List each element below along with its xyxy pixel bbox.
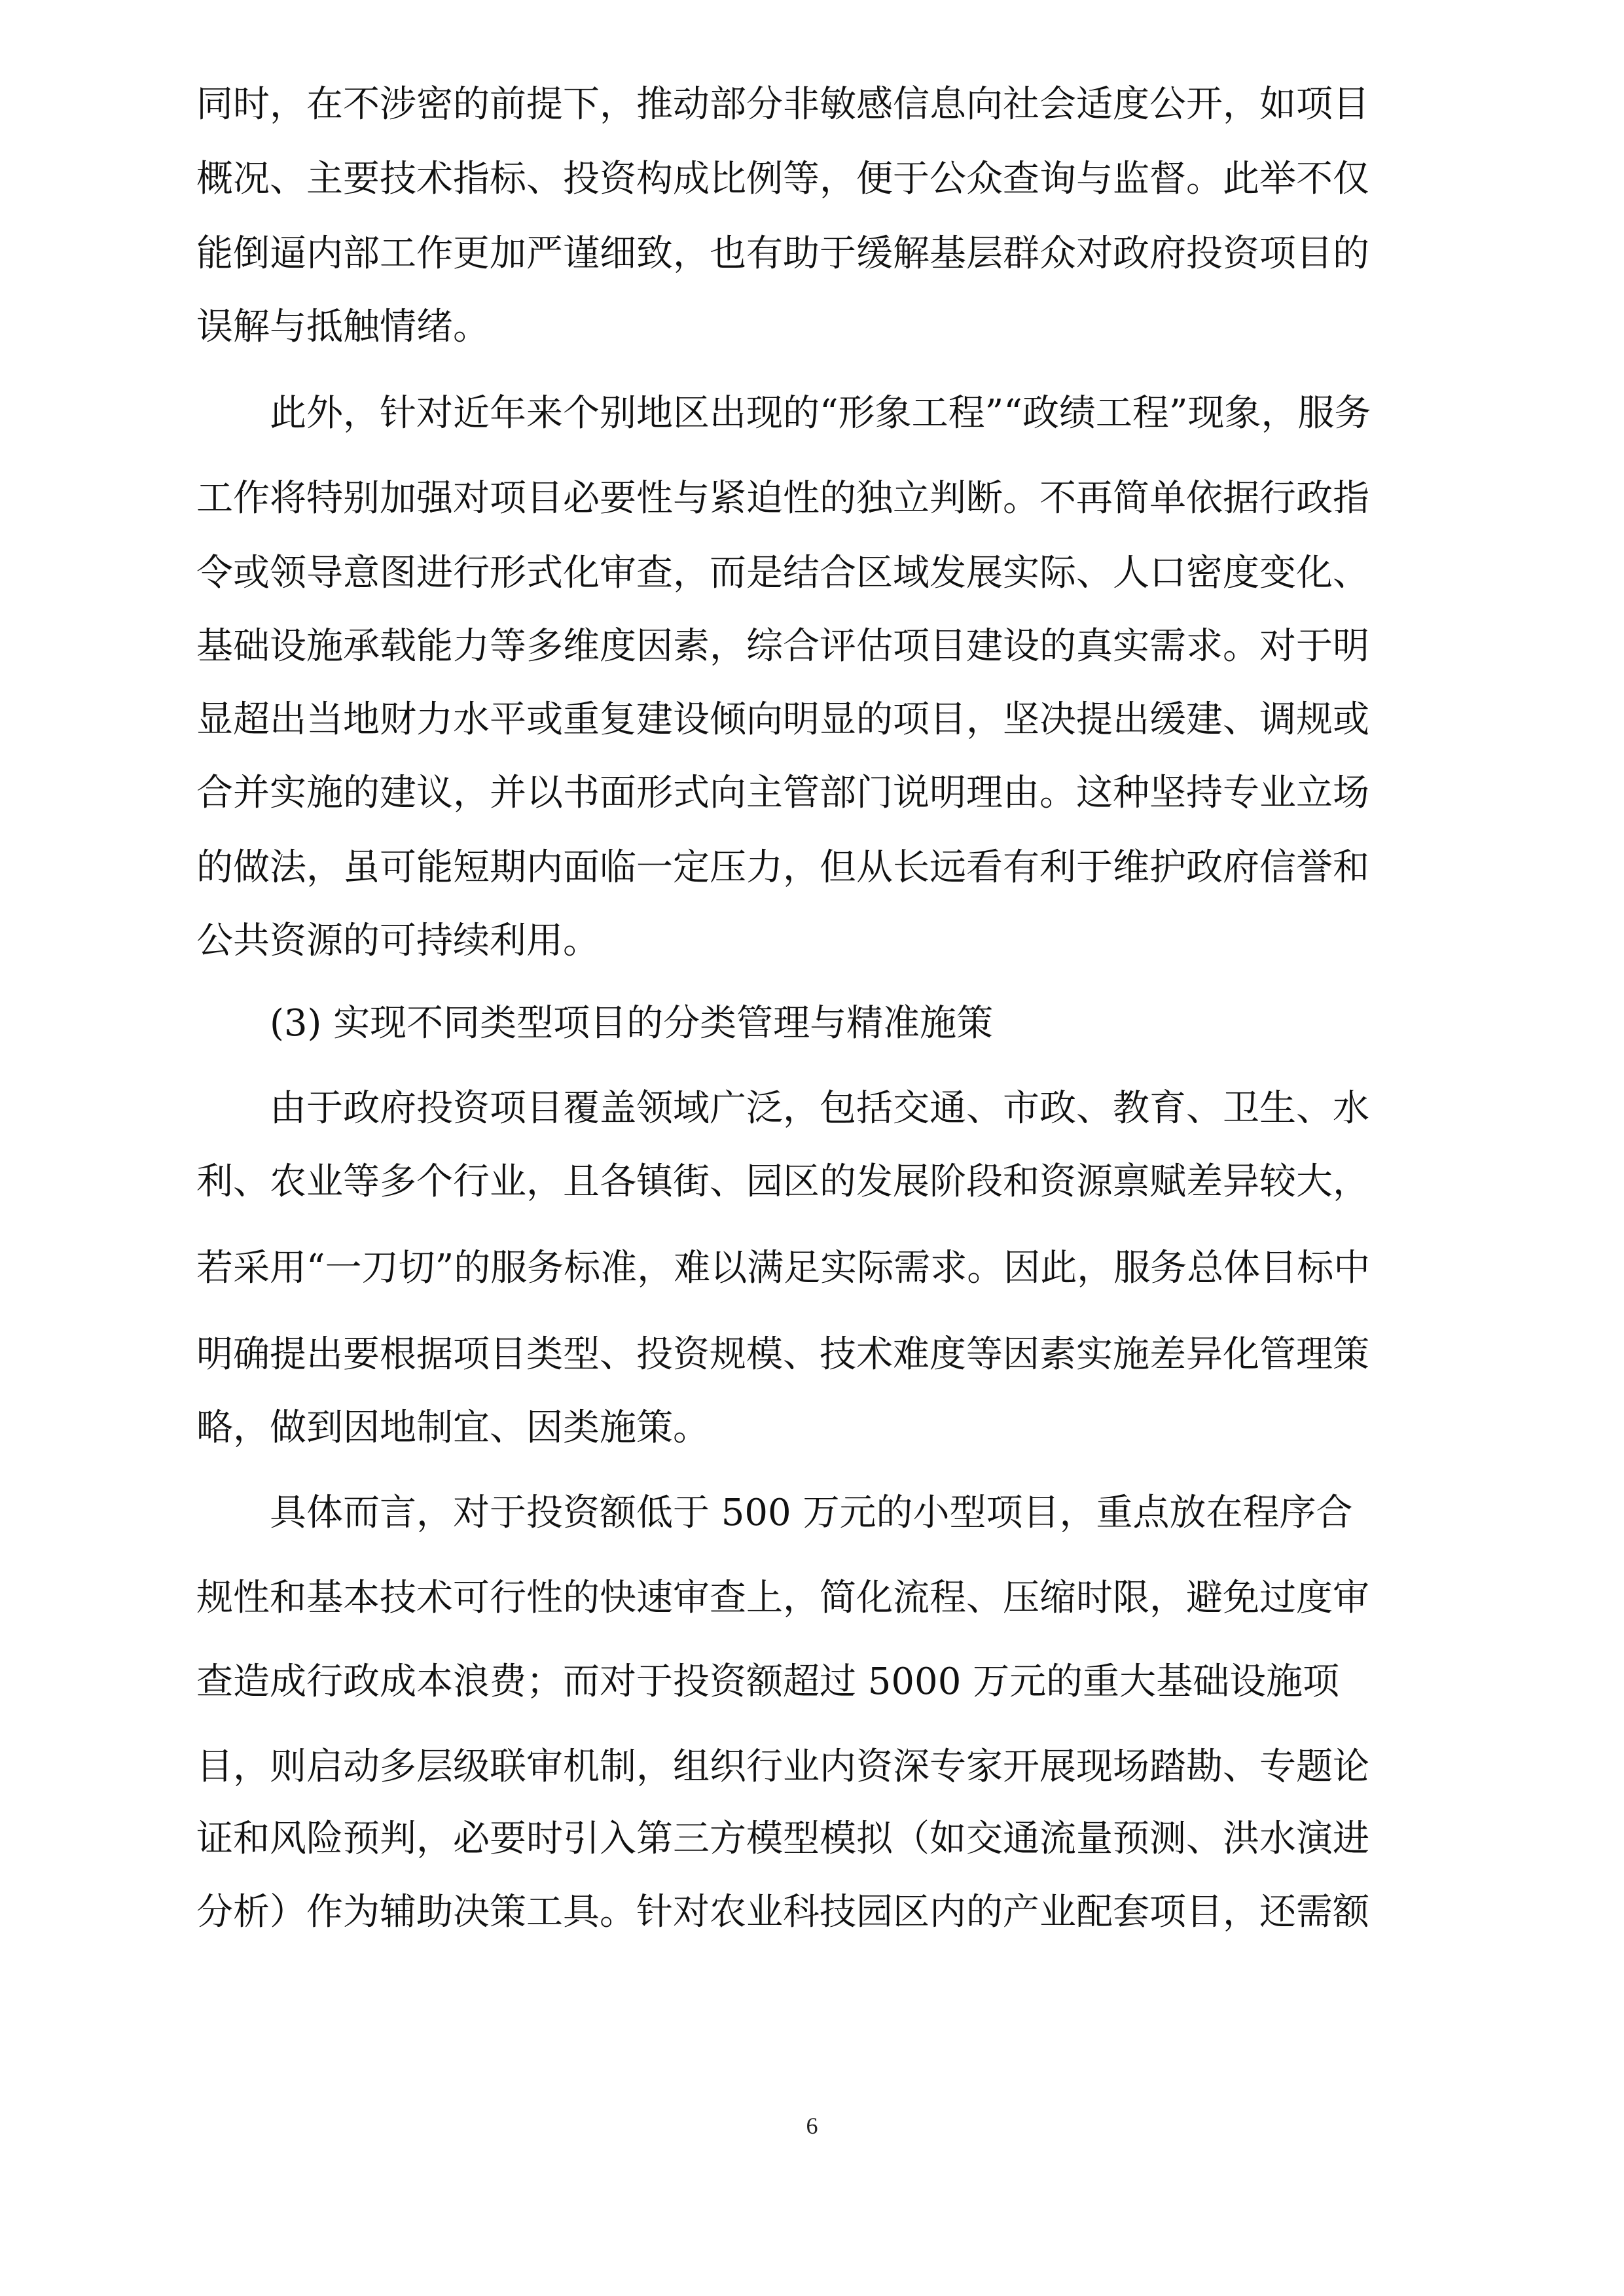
text-line: 工作将特别加强对项目必要性与紧迫性的独立判断。不再简单依据行政指: [196, 477, 1369, 520]
text-line: 概况、主要技术指标、投资构成比例等，便于公众查询与监督。此举不仅: [196, 158, 1369, 200]
text-line: 显超出当地财力水平或重复建设倾向明显的项目，坚决提出缓建、调规或: [196, 698, 1369, 741]
text-line: 令或领导意图进行形式化审查，而是结合区域发展实际、人口密度变化、: [196, 552, 1369, 594]
text-line: 能倒逼内部工作更加严谨细致，也有助于缓解基层群众对政府投资项目的: [196, 232, 1369, 275]
text-line: 证和风险预判，必要时引入第三方模型模拟（如交通流量预测、洪水演进: [196, 1818, 1369, 1860]
page-number: 6: [806, 2113, 818, 2139]
paragraph-start-line: 此外，针对近年来个别地区出现的“形象工程”“政绩工程”现象，服务: [270, 392, 1371, 435]
text-line: 分析）作为辅助决策工具。针对农业科技园区内的产业配套项目，还需额: [196, 1891, 1369, 1933]
text-line: 若采用“一刀切”的服务标准，难以满足实际需求。因此，服务总体目标中: [196, 1247, 1371, 1289]
text-line: 规性和基本技术可行性的快速审查上，简化流程、压缩时限，避免过度审: [196, 1577, 1369, 1619]
text-line: 公共资源的可持续利用。: [196, 920, 600, 962]
text-line: 误解与抵触情绪。: [196, 306, 490, 348]
text-line: 查造成行政成本浪费；而对于投资额超过 5000 万元的重大基础设施项: [196, 1660, 1340, 1703]
text-line: 利、农业等多个行业，且各镇街、园区的发展阶段和资源禀赋差异较大，: [196, 1160, 1369, 1203]
text-line: 的做法，虽可能短期内面临一定压力，但从长远看有利于维护政府信誉和: [196, 846, 1369, 889]
text-line: 同时，在不涉密的前提下，推动部分非敏感信息向社会适度公开，如项目: [196, 83, 1369, 126]
section-heading: (3) 实现不同类型项目的分类管理与精准施策: [270, 1002, 994, 1045]
text-line: 基础设施承载能力等多维度因素，综合评估项目建设的真实需求。对于明: [196, 625, 1369, 668]
paragraph-start-line: 由于政府投资项目覆盖领域广泛，包括交通、市政、教育、卫生、水: [270, 1087, 1369, 1130]
text-line: 合并实施的建议，并以书面形式向主管部门说明理由。这种坚持专业立场: [196, 772, 1369, 814]
paragraph-start-line: 具体而言，对于投资额低于 500 万元的小型项目，重点放在程序合: [270, 1492, 1353, 1534]
text-line: 目，则启动多层级联审机制，组织行业内资深专家开展现场踏勘、专题论: [196, 1746, 1369, 1788]
text-line: 明确提出要根据项目类型、投资规模、技术难度等因素实施差异化管理策: [196, 1333, 1369, 1376]
text-line: 略，做到因地制宜、因类施策。: [196, 1407, 710, 1449]
